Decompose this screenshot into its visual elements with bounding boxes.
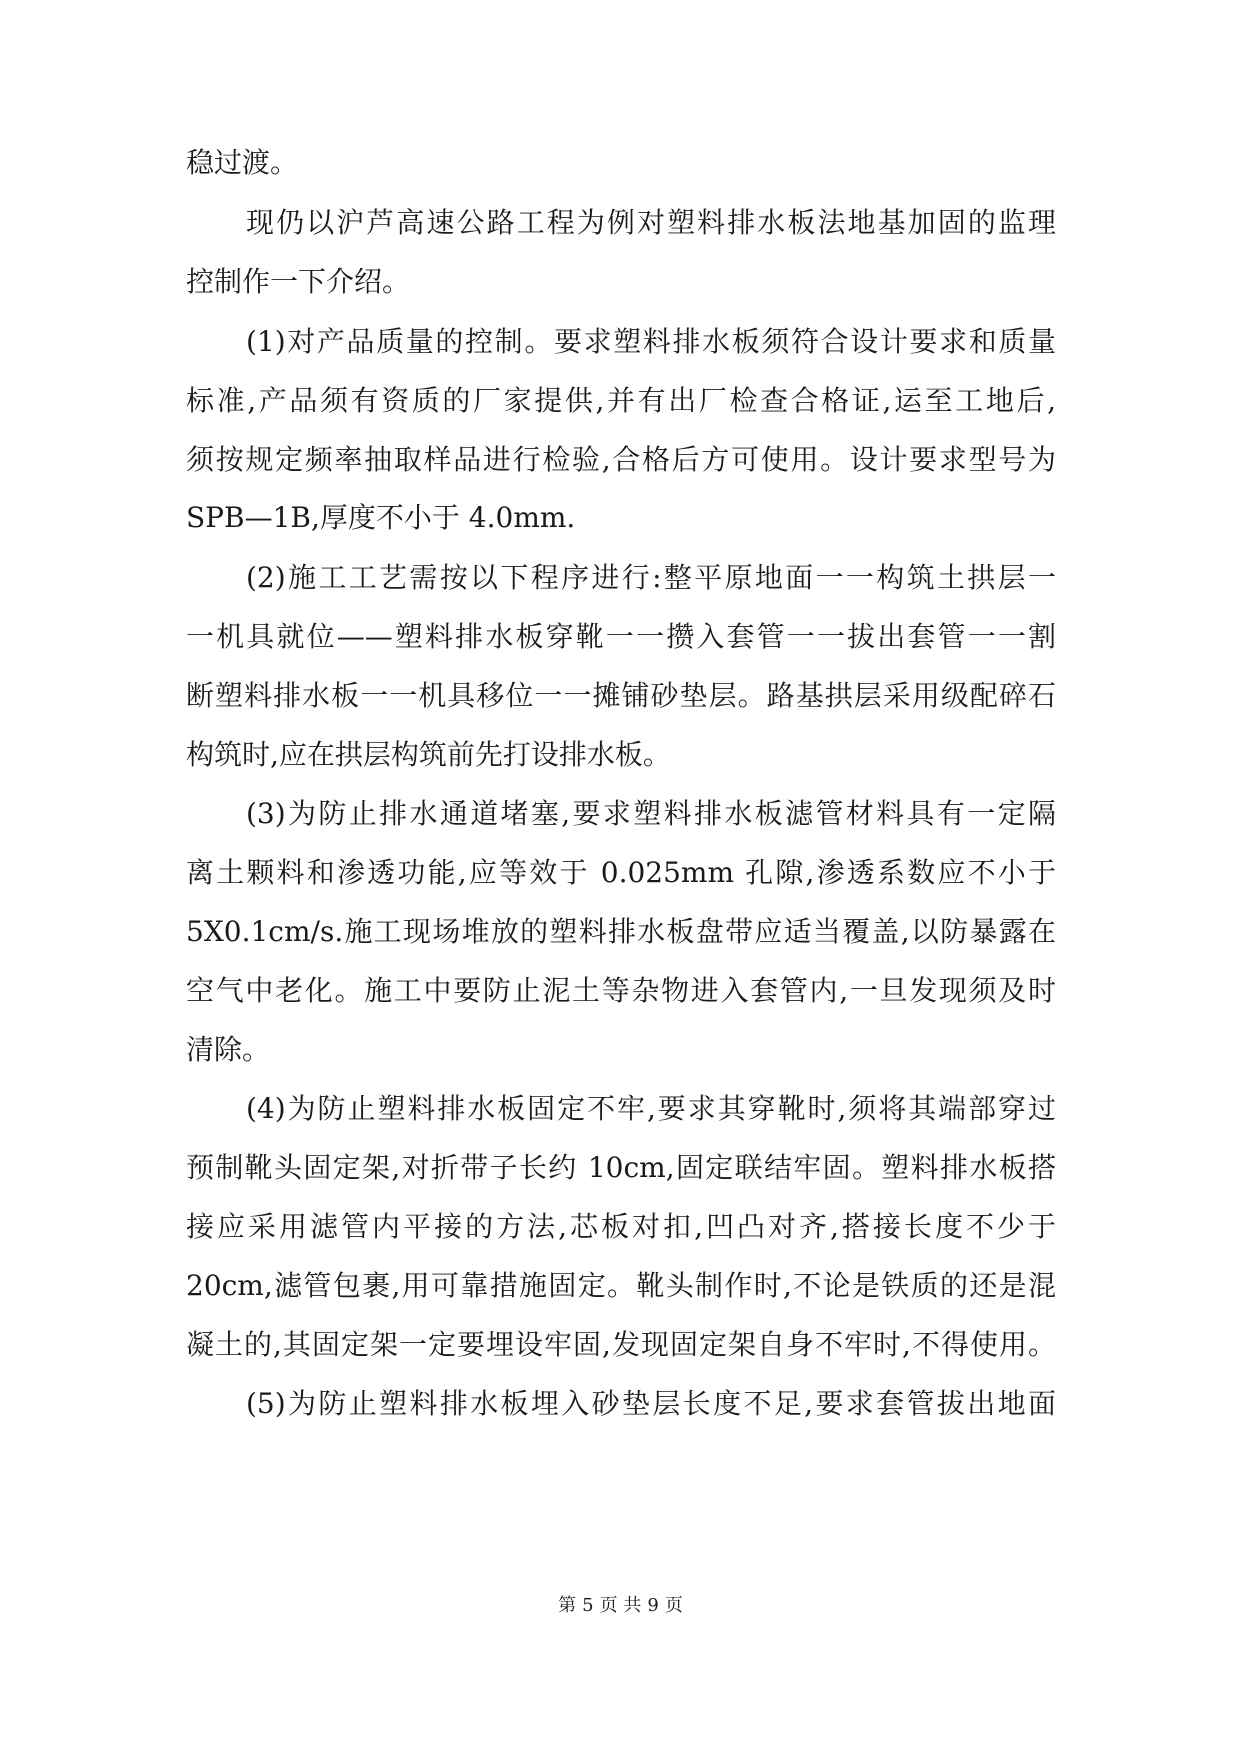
text-line: (4)为防止塑料排水板固定不牢,要求其穿靴时,须将其端部穿过	[246, 1092, 1056, 1125]
text-line: 接应采用滤管内平接的方法,芯板对扣,凹凸对齐,搭接长度不少于	[186, 1210, 1056, 1243]
text-line: 现仍以沪芦高速公路工程为例对塑料排水板法地基加固的监理	[246, 206, 1056, 239]
text-line: 离土颗料和渗透功能,应等效于 0.025mm 孔隙,渗透系数应不小于	[186, 856, 1056, 889]
footer-page-number: 5	[582, 1595, 594, 1616]
text-line: 预制靴头固定架,对折带子长约 10cm,固定联结牢固。塑料排水板搭	[186, 1151, 1056, 1184]
text-line: 一机具就位——塑料排水板穿靴一一攒入套管一一拔出套管一一割	[186, 620, 1056, 653]
text-line: 须按规定频率抽取样品进行检验,合格后方可使用。设计要求型号为	[186, 443, 1056, 476]
text-line: 清除。	[186, 1033, 271, 1066]
text-line: (3)为防止排水通道堵塞,要求塑料排水板滤管材料具有一定隔	[246, 797, 1056, 830]
footer-suffix: 页	[664, 1595, 683, 1616]
text-line: 空气中老化。施工中要防止泥土等杂物进入套管内,一旦发现须及时	[186, 974, 1056, 1007]
text-line: (5)为防止塑料排水板埋入砂垫层长度不足,要求套管拔出地面	[246, 1387, 1056, 1420]
text-line: (1)对产品质量的控制。要求塑料排水板须符合设计要求和质量	[246, 325, 1056, 358]
text-line: 20cm,滤管包裹,用可靠措施固定。靴头制作时,不论是铁质的还是混	[186, 1269, 1056, 1302]
page-footer	[0, 1594, 1241, 1618]
text-line: 标准,产品须有资质的厂家提供,并有出厂检查合格证,运至工地后,	[186, 384, 1056, 417]
text-line: 凝土的,其固定架一定要埋设牢固,发现固定架自身不牢时,不得使用。	[186, 1328, 1056, 1361]
footer-middle: 页 共	[599, 1595, 642, 1616]
text-line: 5X0.1cm/s.施工现场堆放的塑料排水板盘带应适当覆盖,以防暴露在	[186, 915, 1056, 948]
text-line: SPB—1B,厚度不小于 4.0mm.	[186, 501, 576, 534]
text-line: 断塑料排水板一一机具移位一一摊铺砂垫层。路基拱层采用级配碎石	[186, 679, 1056, 712]
footer-prefix: 第	[558, 1595, 577, 1616]
text-line: (2)施工工艺需按以下程序进行:整平原地面一一构筑土拱层一	[246, 561, 1056, 594]
text-line: 构筑时,应在拱层构筑前先打设排水板。	[186, 738, 671, 771]
footer-total-pages: 9	[647, 1595, 659, 1616]
text-line: 控制作一下介绍。	[186, 265, 411, 298]
text-line: 稳过渡。	[186, 146, 299, 179]
